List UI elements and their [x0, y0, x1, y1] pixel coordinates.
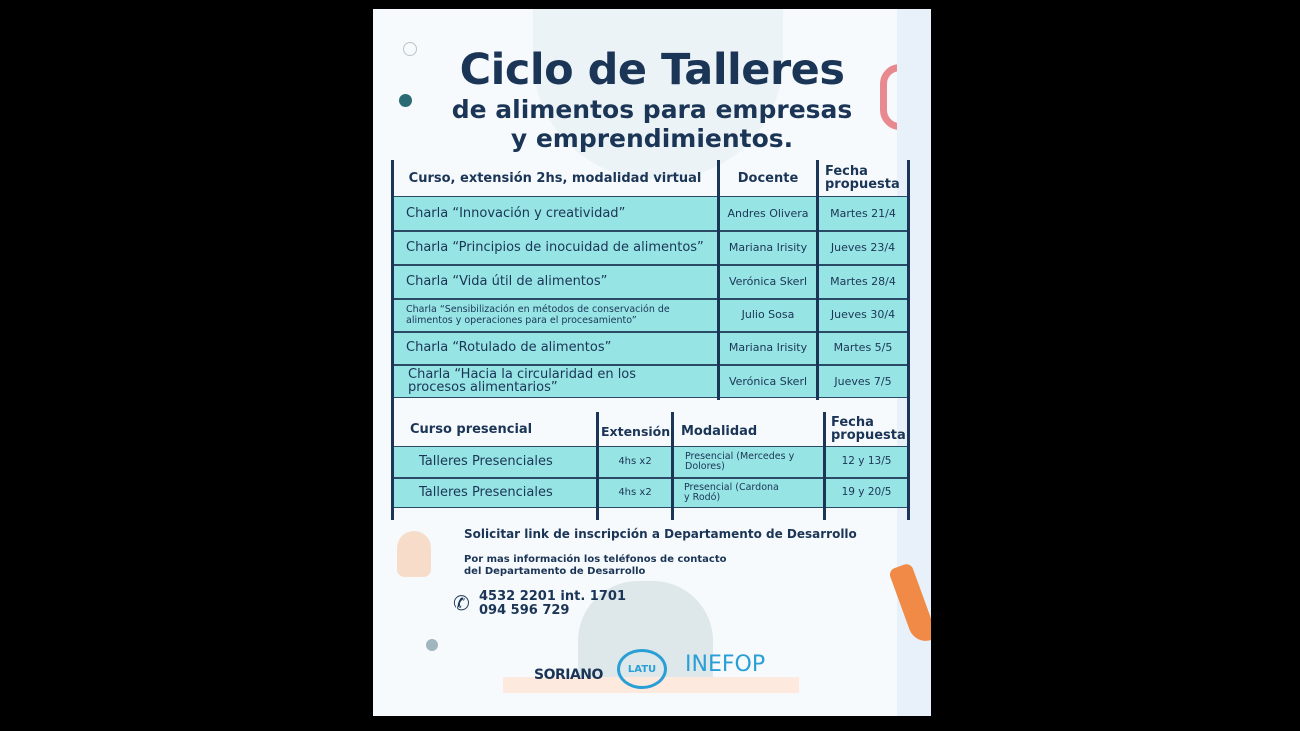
latu-logo: LATU	[617, 649, 667, 689]
soriano-logo: SORIANO	[534, 667, 603, 683]
column-line	[391, 400, 394, 520]
row-curso: Charla “Sensibilización en métodos de conservación de alimentos y operaciones para el procesamiento”	[406, 303, 670, 326]
header-fecha: Fecha propuesta	[831, 415, 906, 443]
header-modalidad: Modalidad	[681, 423, 758, 439]
contact-line-2: del Departamento de Desarrollo	[464, 566, 646, 577]
row-fecha: Martes 21/4	[830, 206, 896, 220]
row-fecha: Martes 5/5	[833, 341, 893, 354]
header-curso: Curso, extensión 2hs, modalidad virtual	[408, 170, 702, 186]
phone-number-1: 4532 2201 int. 1701	[479, 589, 626, 604]
row-docente: Mariana Irisity	[728, 341, 808, 354]
phone-icon: ✆	[453, 591, 470, 615]
row-fecha: Jueves 23/4	[830, 240, 896, 254]
row-curso: Charla “Hacia la circularidad en los procesos alimentarios”	[408, 367, 637, 395]
column-line	[907, 160, 910, 400]
header-fecha: Fecha propuesta	[825, 164, 900, 192]
row-fecha: 19 y 20/5	[841, 486, 892, 498]
poster-title: Ciclo de Talleres	[459, 45, 845, 95]
row-curso: Charla “Vida útil de alimentos”	[406, 273, 608, 289]
mushroom-illustration	[397, 531, 431, 577]
row-modalidad: Presencial (Cardona y Rodó)	[684, 481, 779, 503]
row-curso: Charla “Rotulado de alimentos”	[406, 340, 612, 355]
column-line	[907, 400, 910, 520]
row-curso: Charla “Principios de inocuidad de alimentos”	[406, 239, 704, 255]
column-line	[391, 160, 394, 400]
poster	[373, 9, 931, 716]
poster-subtitle-1: de alimentos para empresas	[451, 95, 853, 124]
header-extension: Extensión	[601, 423, 671, 439]
row-extension: 4hs x2	[618, 456, 652, 467]
inefop-logo: INEFOP	[685, 652, 766, 677]
dot-decoration	[426, 639, 438, 651]
contact-line-1: Por mas información los teléfonos de contacto	[464, 554, 727, 565]
row-docente: Andres Olivera	[727, 206, 809, 220]
row-fecha: Martes 28/4	[830, 274, 896, 288]
row-fecha: 12 y 13/5	[841, 455, 892, 467]
header-docente: Docente	[737, 170, 799, 186]
row-docente: Mariana Irisity	[728, 240, 808, 254]
row-docente: Julio Sosa	[741, 308, 795, 321]
row-curso: Charla “Innovación y creatividad”	[406, 205, 626, 221]
header-curso-presencial: Curso presencial	[410, 421, 533, 437]
row-docente: Verónica Skerl	[728, 374, 808, 388]
registration-text: Solicitar link de inscripción a Departamento de Desarrollo	[464, 527, 857, 541]
row-docente: Verónica Skerl	[728, 274, 808, 288]
row-modalidad: Presencial (Mercedes y Dolores)	[685, 450, 795, 472]
row-curso: Talleres Presenciales	[419, 485, 553, 500]
row-fecha: Jueves 30/4	[830, 308, 896, 321]
row-extension: 4hs x2	[618, 487, 652, 498]
phone-number-2: 094 596 729	[479, 603, 570, 618]
poster-subtitle-2: y emprendimientos.	[510, 124, 794, 153]
row-curso: Talleres Presenciales	[419, 454, 553, 469]
row-fecha: Jueves 7/5	[834, 374, 892, 388]
